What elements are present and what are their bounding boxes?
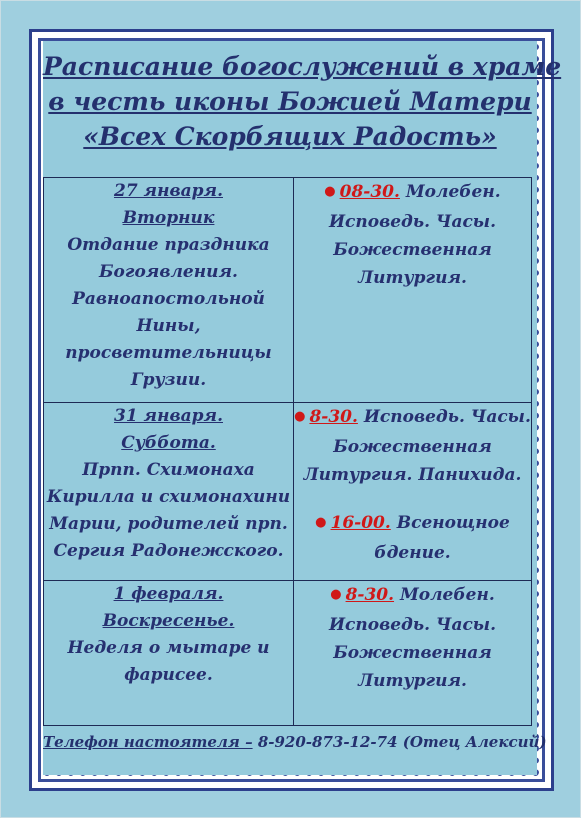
service-entry: [294, 403, 531, 433]
day-weekday: Вторник: [122, 208, 215, 228]
service-time: 16-00.: [330, 513, 391, 533]
bullet-icon: ●: [294, 409, 306, 424]
occasion-line: Неделя о мытаре и: [67, 638, 270, 658]
occasion-line: Равноапостольной: [72, 289, 265, 309]
bullet-icon: ●: [330, 587, 342, 602]
service-entry: [294, 178, 531, 208]
occasion-line: просветительницы: [65, 343, 272, 363]
service-line: Исповедь. Часы.: [328, 212, 497, 232]
title-line-2: в честь иконы Божией Матери: [48, 87, 532, 116]
day-date: 27 января.: [113, 181, 223, 201]
service-cell: [294, 403, 532, 581]
service-time: 8-30.: [309, 407, 358, 427]
service-line: Молебен.: [405, 182, 501, 202]
bullet-icon: ●: [315, 515, 327, 530]
occasion-line: Сергия Радонежского.: [53, 541, 284, 561]
phone-contact: (Отец Алексий): [402, 733, 547, 751]
service-line: Исповедь. Часы.: [328, 615, 497, 635]
occasion-line: Кирилла и схимонахини: [46, 487, 291, 507]
table-row: [44, 178, 532, 403]
day-weekday: Суббота.: [121, 433, 216, 453]
service-line: Молебен.: [399, 585, 495, 605]
occasion-line: Отдание праздника: [67, 235, 270, 255]
service-line: Исповедь. Часы.: [363, 407, 531, 427]
phone-number: 8-920-873-12-74: [257, 733, 398, 751]
service-line: Всенощное: [396, 513, 510, 533]
service-line: Божественная: [333, 240, 492, 260]
service-time: 08-30.: [339, 182, 400, 202]
day-cell: [44, 178, 294, 403]
table-row: [44, 403, 532, 581]
day-cell: [44, 581, 294, 726]
title-line-3: «Всех Скорбящих Радость»: [83, 122, 497, 151]
table-row: [44, 581, 532, 726]
spacer: [294, 489, 531, 509]
service-cell: [294, 178, 532, 403]
service-cell: [294, 581, 532, 726]
title-line-1: Расписание богослужений в храме: [43, 52, 562, 81]
service-line: Литургия.: [358, 268, 467, 288]
bullet-icon: ●: [324, 184, 336, 199]
occasion-line: Марии, родителей прп.: [49, 514, 288, 534]
occasion-line: Грузии.: [130, 370, 207, 390]
service-entry: [294, 509, 531, 539]
footer-phone: [43, 733, 547, 751]
page-title: [43, 49, 562, 154]
day-cell: [44, 403, 294, 581]
service-line: бдение.: [374, 543, 451, 563]
service-time: 8-30.: [345, 585, 395, 605]
service-line: Литургия. Панихида.: [303, 465, 522, 485]
service-line: Божественная: [333, 643, 492, 663]
service-entry: [294, 581, 531, 611]
occasion-line: Богоявления.: [99, 262, 238, 282]
day-date: 31 января.: [113, 406, 223, 426]
day-date: 1 февраля.: [113, 584, 224, 604]
service-line: Божественная: [333, 437, 492, 457]
schedule-panel: [43, 41, 562, 775]
occasion-line: Нины,: [136, 316, 201, 336]
phone-label: Телефон настоятеля –: [43, 733, 253, 751]
day-weekday: Воскресенье.: [102, 611, 235, 631]
occasion-line: фарисее.: [124, 665, 213, 685]
service-line: Литургия.: [358, 671, 467, 691]
schedule-table: [43, 177, 532, 726]
occasion-line: Прпп. Схимонаха: [82, 460, 255, 480]
